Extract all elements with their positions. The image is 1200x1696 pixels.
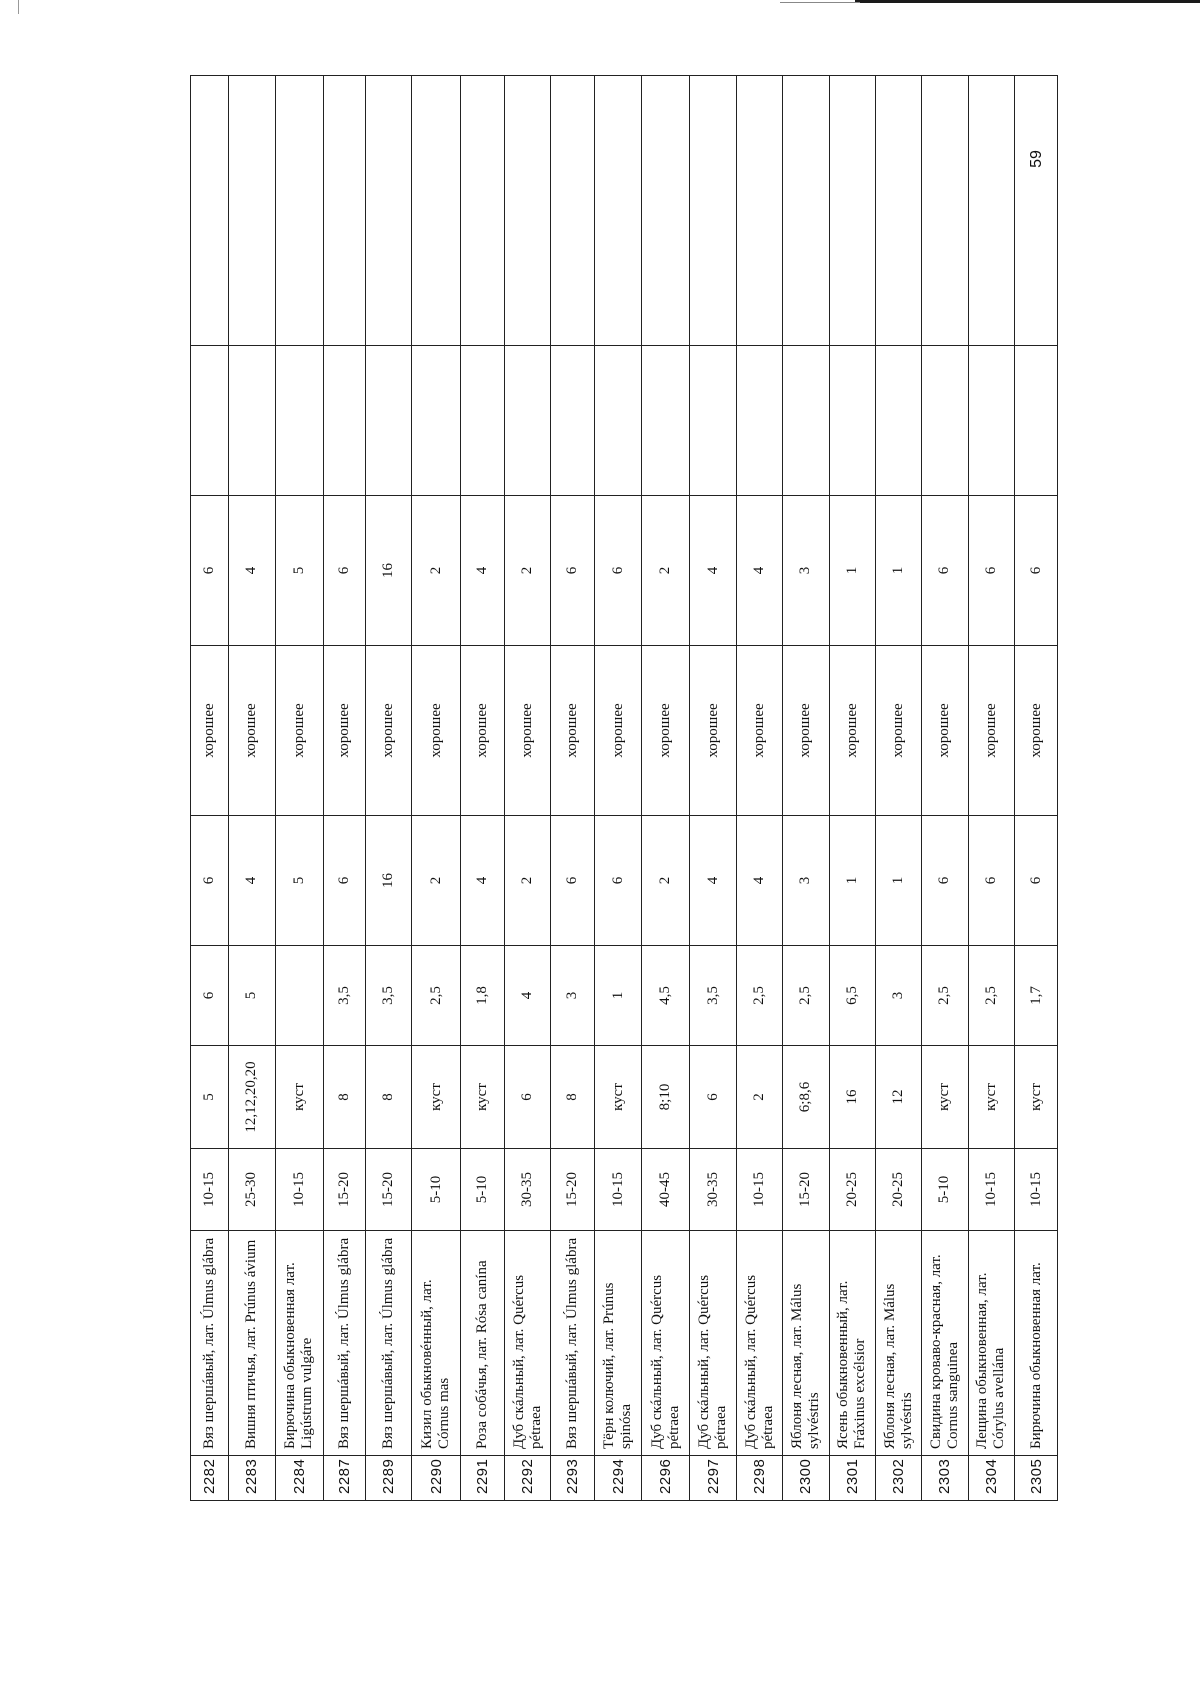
cell-empty [783,346,829,496]
cell-condition: хорошее [1015,646,1058,816]
cell-number: 2294 [595,1456,641,1501]
cell-number: 2301 [829,1456,875,1501]
table-row [324,76,366,1501]
table-row [229,76,275,1501]
scan-edge-rule [855,0,1200,3]
cell-condition: хорошее [875,646,921,816]
cell-number: 2289 [366,1456,412,1501]
cell-diameter: 12,12,20,20 [229,1046,275,1149]
cell-condition: хорошее [922,646,968,816]
cell-species-name: Дуб скáльный, лат. Quércus pétraea [736,1231,782,1456]
rotated-table-container [190,76,1058,1501]
cell-count: 6 [191,816,229,946]
cell-height: 2,5 [968,946,1014,1046]
cell-count: 3 [783,816,829,946]
cell-empty [191,346,229,496]
cell-count: 6 [595,816,641,946]
cell-count-total: 6 [922,496,968,646]
cell-number: 2293 [551,1456,595,1501]
cell-condition: хорошее [783,646,829,816]
cell-number: 2297 [690,1456,736,1501]
cell-height: 5 [229,946,275,1046]
cell-empty [366,76,412,346]
cell-species-name: Яблоня лесная, лат. Málus sylvéstris [875,1231,921,1456]
cell-age: 15-20 [551,1149,595,1231]
cell-height: 2,5 [736,946,782,1046]
cell-number: 2291 [461,1456,505,1501]
cell-age: 5-10 [412,1149,461,1231]
cell-age: 10-15 [595,1149,641,1231]
table-row [595,76,641,1501]
cell-diameter: 8 [551,1046,595,1149]
cell-condition: хорошее [595,646,641,816]
cell-species-name: Бирючина обыкновенная лат. Ligústrum vulgáre [275,1231,324,1456]
cell-condition: хорошее [829,646,875,816]
cell-empty [505,346,551,496]
cell-height: 1,7 [1015,946,1058,1046]
cell-empty [922,76,968,346]
cell-condition: хорошее [412,646,461,816]
cell-number: 2290 [412,1456,461,1501]
page-number: 59 [1027,150,1045,168]
cell-species-name: Вяз шершáвый, лат. Úlmus glábra [191,1231,229,1456]
cell-age: 10-15 [191,1149,229,1231]
cell-count-total: 6 [551,496,595,646]
cell-number: 2292 [505,1456,551,1501]
cell-species-name: Яблоня лесная, лат. Málus sylvéstris [783,1231,829,1456]
cell-count-total: 2 [641,496,690,646]
cell-diameter: 8 [366,1046,412,1149]
cell-count-total: 1 [875,496,921,646]
cell-age: 5-10 [461,1149,505,1231]
cell-condition: хорошее [366,646,412,816]
cell-height: 6 [191,946,229,1046]
cell-empty [641,346,690,496]
cell-count-total: 5 [275,496,324,646]
cell-number: 2303 [922,1456,968,1501]
cell-condition: хорошее [736,646,782,816]
cell-height: 2,5 [922,946,968,1046]
cell-diameter: куст [968,1046,1014,1149]
cell-count-total: 6 [1015,496,1058,646]
cell-count: 6 [324,816,366,946]
cell-count-total: 4 [690,496,736,646]
cell-species-name: Вяз шершáвый, лат. Úlmus glábra [551,1231,595,1456]
cell-species-name: Тёрн колючий, лат. Prúnus spinósa [595,1231,641,1456]
table-row [875,76,921,1501]
cell-age: 5-10 [922,1149,968,1231]
cell-age: 20-25 [875,1149,921,1231]
table-row [366,76,412,1501]
table-row [968,76,1014,1501]
cell-diameter: куст [595,1046,641,1149]
cell-diameter: 6 [690,1046,736,1149]
table-row [641,76,690,1501]
cell-empty [191,76,229,346]
cell-empty [1015,346,1058,496]
cell-height: 2,5 [412,946,461,1046]
cell-condition: хорошее [324,646,366,816]
cell-species-name: Дуб скáльный, лат. Quércus pétraea [505,1231,551,1456]
cell-count: 6 [968,816,1014,946]
cell-diameter: куст [1015,1046,1058,1149]
cell-empty [595,346,641,496]
cell-empty [461,346,505,496]
table-row [922,76,968,1501]
cell-empty [736,76,782,346]
cell-height: 4 [505,946,551,1046]
cell-height: 3,5 [324,946,366,1046]
cell-empty [690,346,736,496]
cell-species-name: Роза собáчья, лат. Rósa canína [461,1231,505,1456]
cell-age: 10-15 [275,1149,324,1231]
cell-height: 3 [875,946,921,1046]
cell-count-total: 6 [595,496,641,646]
cell-diameter: 5 [191,1046,229,1149]
cell-number: 2305 [1015,1456,1058,1501]
cell-height: 3,5 [690,946,736,1046]
cell-empty [968,76,1014,346]
cell-condition: хорошее [641,646,690,816]
cell-count: 1 [875,816,921,946]
cell-species-name: Свидина кроваво-красная, лат. Cornus sanguinea [922,1231,968,1456]
cell-species-name: Дуб скáльный, лат. Quércus pétraea [690,1231,736,1456]
cell-empty [922,346,968,496]
cell-empty [275,76,324,346]
table-body [191,76,1058,1501]
cell-age: 10-15 [968,1149,1014,1231]
cell-age: 15-20 [324,1149,366,1231]
cell-condition: хорошее [191,646,229,816]
table-row [412,76,461,1501]
cell-diameter: куст [412,1046,461,1149]
cell-count-total: 6 [324,496,366,646]
cell-diameter: 2 [736,1046,782,1149]
cell-count-total: 4 [229,496,275,646]
cell-condition: хорошее [275,646,324,816]
cell-empty [551,76,595,346]
cell-species-name: Вишня птичья, лат. Prúnus ávium [229,1231,275,1456]
scan-edge-tick [18,0,19,14]
cell-diameter: куст [461,1046,505,1149]
table-row [736,76,782,1501]
cell-empty [641,76,690,346]
cell-empty [875,76,921,346]
plants-registry-table [190,75,1058,1501]
cell-count: 16 [366,816,412,946]
cell-condition: хорошее [690,646,736,816]
cell-count-total: 4 [461,496,505,646]
cell-empty [875,346,921,496]
cell-species-name: Кизил обыкновéнный, лат. Córnus mas [412,1231,461,1456]
cell-count-total: 6 [968,496,1014,646]
cell-count-total: 6 [191,496,229,646]
cell-count-total: 4 [736,496,782,646]
cell-empty [690,76,736,346]
table-row [829,76,875,1501]
cell-count: 6 [922,816,968,946]
cell-empty [275,346,324,496]
cell-empty [829,76,875,346]
cell-diameter: 8 [324,1046,366,1149]
cell-empty [366,346,412,496]
cell-height: 3 [551,946,595,1046]
table-row [690,76,736,1501]
table-row [551,76,595,1501]
cell-diameter: куст [275,1046,324,1149]
cell-count: 6 [551,816,595,946]
table-row [505,76,551,1501]
cell-height: 1 [595,946,641,1046]
cell-empty [829,346,875,496]
cell-height [275,946,324,1046]
cell-count: 1 [829,816,875,946]
table-row [783,76,829,1501]
cell-diameter: куст [922,1046,968,1149]
cell-empty [229,346,275,496]
cell-age: 10-15 [736,1149,782,1231]
cell-empty [412,76,461,346]
cell-diameter: 6 [505,1046,551,1149]
cell-species-name: Вяз шершáвый, лат. Úlmus glábra [366,1231,412,1456]
cell-diameter: 6;8,6 [783,1046,829,1149]
scan-edge-rule-thin [780,2,860,3]
cell-empty [324,346,366,496]
cell-diameter: 8;10 [641,1046,690,1149]
cell-height: 6,5 [829,946,875,1046]
cell-species-name: Бирючина обыкновенная лат. [1015,1231,1058,1456]
cell-empty [783,76,829,346]
cell-count-total: 2 [505,496,551,646]
cell-condition: хорошее [505,646,551,816]
cell-count: 4 [690,816,736,946]
cell-count: 2 [505,816,551,946]
cell-number: 2287 [324,1456,366,1501]
cell-height: 4,5 [641,946,690,1046]
cell-age: 15-20 [783,1149,829,1231]
table-row [1015,76,1058,1501]
cell-condition: хорошее [229,646,275,816]
cell-species-name: Лещина обыкновенная, лат. Córylus avellána [968,1231,1014,1456]
cell-count: 6 [1015,816,1058,946]
cell-age: 30-35 [505,1149,551,1231]
cell-count-total: 1 [829,496,875,646]
cell-empty [505,76,551,346]
cell-count: 5 [275,816,324,946]
cell-empty [324,76,366,346]
cell-empty [968,346,1014,496]
cell-empty [229,76,275,346]
cell-number: 2283 [229,1456,275,1501]
cell-count: 2 [641,816,690,946]
cell-diameter: 16 [829,1046,875,1149]
cell-age: 15-20 [366,1149,412,1231]
cell-height: 1,8 [461,946,505,1046]
table-row [275,76,324,1501]
cell-species-name: Ясень обыкновенный, лат. Fráxinus excélsior [829,1231,875,1456]
cell-species-name: Дуб скáльный, лат. Quércus pétraea [641,1231,690,1456]
cell-count: 4 [461,816,505,946]
cell-diameter: 12 [875,1046,921,1149]
cell-empty [461,76,505,346]
cell-number: 2284 [275,1456,324,1501]
cell-age: 40-45 [641,1149,690,1231]
cell-number: 2300 [783,1456,829,1501]
cell-condition: хорошее [551,646,595,816]
cell-species-name: Вяз шершáвый, лат. Úlmus glábra [324,1231,366,1456]
cell-count-total: 16 [366,496,412,646]
cell-count-total: 2 [412,496,461,646]
cell-number: 2282 [191,1456,229,1501]
cell-empty [551,346,595,496]
cell-number: 2298 [736,1456,782,1501]
cell-height: 3,5 [366,946,412,1046]
cell-empty [595,76,641,346]
cell-age: 30-35 [690,1149,736,1231]
cell-number: 2302 [875,1456,921,1501]
cell-condition: хорошее [968,646,1014,816]
table-row [191,76,229,1501]
cell-age: 10-15 [1015,1149,1058,1231]
cell-count: 4 [736,816,782,946]
cell-empty [736,346,782,496]
cell-number: 2304 [968,1456,1014,1501]
cell-count: 2 [412,816,461,946]
cell-empty [1015,76,1058,346]
cell-count-total: 3 [783,496,829,646]
cell-count: 4 [229,816,275,946]
cell-age: 20-25 [829,1149,875,1231]
cell-condition: хорошее [461,646,505,816]
table-row [461,76,505,1501]
cell-height: 2,5 [783,946,829,1046]
cell-number: 2296 [641,1456,690,1501]
cell-empty [412,346,461,496]
cell-age: 25-30 [229,1149,275,1231]
